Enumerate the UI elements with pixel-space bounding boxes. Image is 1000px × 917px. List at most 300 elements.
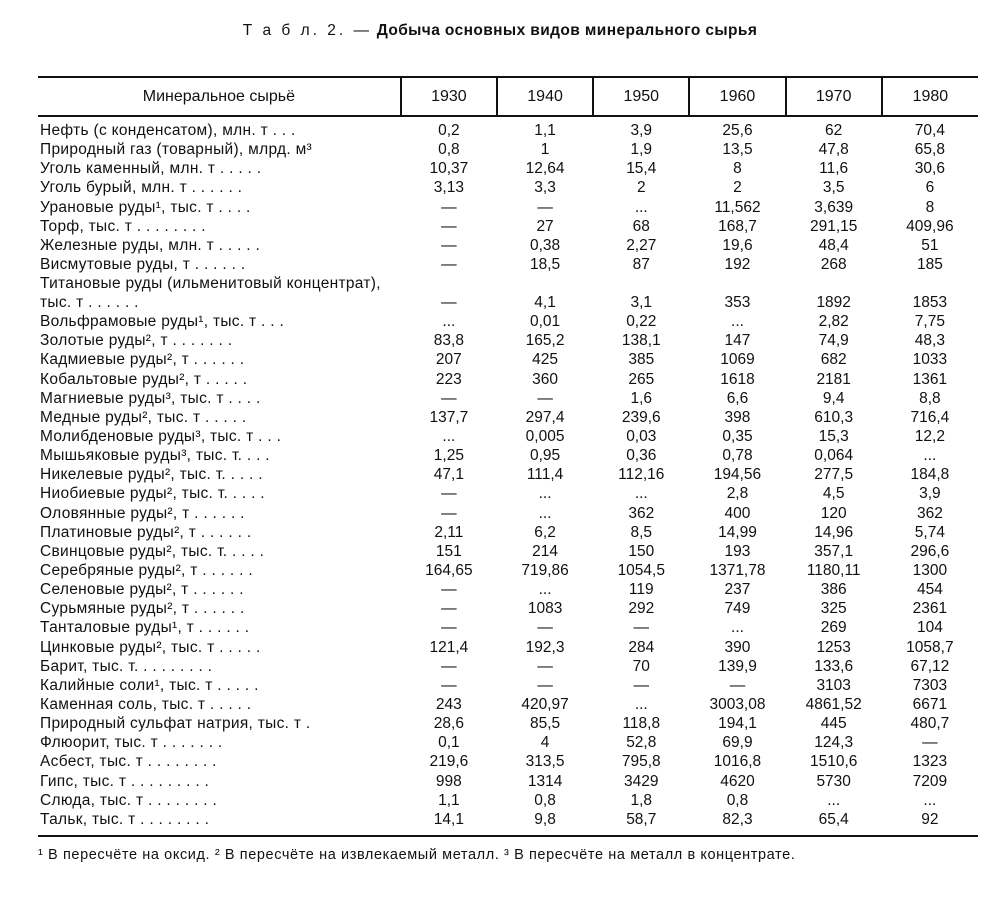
cell-value: 3,9 [630,122,653,140]
table-row [38,255,978,274]
cell-value: 214 [532,542,558,560]
cell-value: 237 [724,581,751,599]
cell-value: ... [923,447,937,465]
header-1940: 1940 [497,77,593,116]
cell-value: 18,5 [529,256,561,274]
table-row [38,350,978,369]
cell-value: 194,56 [713,466,762,484]
cell-value: — [537,676,553,694]
cell-value: 25,6 [722,122,753,140]
table-caption: Добыча основных видов минерального сырья [371,22,758,39]
cell-value: 398 [724,408,751,426]
cell-value: 268 [820,256,847,274]
cell-value: 277,5 [814,466,854,484]
table-row [38,370,978,389]
cell-value: 296,6 [910,542,950,560]
cell-value: — [441,581,457,599]
row-label: Медные руды², тыс. т . . . . . [40,408,247,426]
cell-value: 386 [820,581,847,599]
cell-value: 4,1 [534,294,556,312]
cell-value: 265 [628,370,655,388]
row-label: Уголь каменный, млн. т . . . . . [40,160,262,178]
cell-value: 425 [532,351,558,369]
cell-value: 119 [628,581,654,599]
row-label: Сурьмяные руды², т . . . . . . [40,600,245,618]
cell-value: 1083 [527,600,563,618]
cell-value: 2,8 [726,485,749,503]
cell-value: 121,4 [429,638,469,656]
cell-value: 11,562 [714,198,761,216]
cell-value: 1058,7 [906,638,954,656]
cell-value: 480,7 [910,715,950,733]
cell-value: — [441,619,457,637]
cell-value: 6 [925,179,935,197]
table-row [38,657,978,676]
cell-value: 716,4 [910,408,950,426]
cell-value: 998 [435,772,462,790]
cell-value: 48,3 [914,332,945,350]
cell-value: 7209 [912,772,948,790]
cell-value: 1371,78 [709,562,766,580]
table-row [38,408,978,427]
cell-value: 147 [724,332,751,350]
table-row [38,810,978,836]
cell-value: 85,5 [529,715,561,733]
header-1930: 1930 [401,77,497,116]
header-1960: 1960 [689,77,785,116]
cell-value: ... [442,313,456,331]
cell-value: 1,25 [433,447,464,465]
cell-value: 2 [636,179,646,197]
table-row [38,446,978,465]
cell-value: 14,1 [401,810,497,836]
table-row [38,638,978,657]
row-label: Молибденовые руды³, тыс. т . . . [40,428,282,446]
cell-value: 1,6 [630,389,653,407]
cell-value: 58,7 [593,810,689,836]
cell-value: 445 [820,715,847,733]
cell-value: 1180,11 [806,562,861,580]
cell-value: 207 [435,351,462,369]
cell-value: ... [634,198,648,216]
row-label: Мышьяковые руды³, тыс. т. . . . [40,447,270,465]
cell-value: 3429 [624,772,659,790]
cell-value: 5730 [816,772,851,790]
cell-value: 3,9 [919,485,941,503]
cell-value: 5,74 [914,523,945,541]
cell-value: 0,03 [626,428,657,446]
cell-value: 69,9 [722,734,753,752]
cell-value: 14,99 [718,523,757,541]
cell-value: 87 [632,256,650,274]
cell-value: 133,6 [814,657,854,675]
table-row [38,695,978,714]
cell-value: — [441,198,457,216]
cell-value: 313,5 [525,753,565,771]
cell-value: ... [538,485,552,503]
cell-value: 30,6 [914,160,945,178]
cell-value: 682 [820,351,847,369]
cell-value: 292 [628,600,655,618]
cell-value: 150 [628,542,655,560]
table-row [38,580,978,599]
table-row [38,198,978,217]
footnote: ¹ В пересчёте на оксид. ² В пересчёте на извлекаемый металл. ³ В пересчёте на металл в концентрате. [38,847,796,863]
cell-value: 610,3 [814,408,854,426]
cell-value: ... [731,313,744,331]
cell-value: 0,38 [529,236,561,254]
row-label: Торф, тыс. т . . . . . . . . [40,217,206,235]
cell-value: ... [634,485,648,503]
table-row [38,236,978,255]
cell-value: 1033 [912,351,948,369]
cell-value: 1,1 [438,791,460,809]
row-label: Титановые руды (ильменитовый концентрат), тыс. т . . . . . . [40,275,381,312]
cell-value: 138,1 [621,332,661,350]
cell-value: — [633,676,650,694]
cell-value: — [537,619,553,637]
cell-value: 2,27 [626,236,657,254]
table-row [38,116,978,140]
cell-value: 409,96 [906,217,954,235]
cell-value: 70,4 [914,122,945,140]
cell-value: 362 [916,504,943,522]
table-row [38,217,978,236]
cell-value: 1618 [720,370,755,388]
row-label: Вольфрамовые руды¹, тыс. т . . . [40,313,285,331]
cell-value: — [441,294,457,312]
table-row [38,427,978,446]
cell-value: 15,4 [626,160,657,178]
cell-value: 291,15 [809,217,858,235]
table-row [38,178,978,197]
cell-value: 3,639 [814,198,854,216]
cell-value: 0,8 [438,141,460,159]
row-label: Кобальтовые руды², т . . . . . [40,370,248,388]
table-row [38,465,978,484]
cell-value: 111,4 [526,466,564,484]
cell-value: 6,2 [534,523,556,541]
cell-value: 192 [724,256,751,274]
cell-value: 357,1 [814,542,854,560]
cell-value: 4,5 [822,485,845,503]
cell-value: — [537,389,553,407]
cell-value: 1 [540,141,550,159]
cell-value: 19,6 [722,236,753,254]
cell-value: 0,1 [438,734,460,752]
row-label: Флюорит, тыс. т . . . . . . . [40,734,223,752]
cell-value: 219,6 [429,753,469,771]
cell-value: 9,8 [497,810,593,836]
cell-value: 239,6 [621,408,661,426]
header-1950: 1950 [593,77,689,116]
cell-value: 2,11 [434,523,464,541]
cell-value: — [633,619,650,637]
cell-value: 1892 [816,294,851,312]
cell-value: 185 [916,256,943,274]
row-label: Платиновые руды², т . . . . . . [40,523,252,541]
cell-value: 4 [540,734,550,752]
cell-value: 14,96 [814,523,854,541]
cell-value: 223 [435,370,462,388]
cell-value: 3,3 [534,179,556,197]
cell-value: 193 [724,542,751,560]
cell-value: 284 [628,638,655,656]
cell-value: 82,3 [689,810,785,836]
row-label: Висмутовые руды, т . . . . . . [40,256,246,274]
row-label: Оловянные руды², т . . . . . . [40,504,245,522]
cell-value: 12,64 [525,160,565,178]
cell-value: 8 [925,198,935,216]
cell-value: 719,86 [521,562,569,580]
cell-value: 1,9 [630,141,653,159]
cell-value: 1253 [816,638,851,656]
cell-value: 12,2 [914,428,945,446]
cell-value: 51 [921,236,939,254]
row-label: Кадмиевые руды², т . . . . . . [40,351,245,369]
cell-value: 52,8 [626,734,657,752]
row-label: Железные руды, млн. т . . . . . [40,236,261,254]
cell-value: 362 [628,504,655,522]
row-label: Калийные соли¹, тыс. т . . . . . [40,676,259,694]
cell-value: 74,9 [818,332,849,350]
cell-value: 9,4 [822,389,845,407]
cell-value: 269 [820,619,847,637]
cell-value: — [441,485,457,503]
table-row [38,159,978,178]
header-mineral: Минеральное сырьё [38,77,401,116]
cell-value: 92 [882,810,978,836]
cell-value: 454 [916,581,943,599]
cell-value: 0,2 [438,122,460,140]
cell-value: 168,7 [718,217,757,235]
row-label: Ниобиевые руды², тыс. т. . . . . [40,485,265,503]
cell-value: 7303 [912,676,948,694]
cell-value: 1314 [527,772,563,790]
row-label: Уголь бурый, млн. т . . . . . . [40,179,243,197]
cell-value: — [441,256,457,274]
cell-value: 1069 [720,351,755,369]
cell-value: 13,5 [722,141,753,159]
table-row [38,561,978,580]
cell-value: 67,12 [910,657,950,675]
table-number: Т а б л. 2. — [242,22,372,39]
cell-value: ... [538,581,552,599]
cell-value: 15,3 [818,428,849,446]
table-row [38,599,978,618]
cell-value: 795,8 [621,753,661,771]
cell-value: 0,005 [525,428,565,446]
cell-value: 4620 [720,772,755,790]
row-label: Барит, тыс. т. . . . . . . . . [40,657,213,675]
cell-value: 0,01 [529,313,561,331]
cell-value: 1,1 [534,122,556,140]
minerals-table [38,76,978,837]
cell-value: 68 [632,217,650,235]
cell-value: 0,064 [814,447,854,465]
cell-value: 353 [724,294,751,312]
cell-value: 65,8 [914,141,945,159]
row-label: Слюда, тыс. т . . . . . . . . [40,791,218,809]
row-label: Серебряные руды², т . . . . . . [40,562,253,580]
cell-value: 3,1 [630,294,653,312]
cell-value: 1361 [912,370,948,388]
table-row [38,772,978,791]
row-label: Танталовые руды¹, т . . . . . . [40,619,250,637]
cell-value: — [537,198,553,216]
row-label: Каменная соль, тыс. т . . . . . [40,696,252,713]
table-row [38,312,978,331]
table-row [38,676,978,695]
row-label: Природный газ (товарный), млрд. м³ [40,141,312,159]
row-label: Природный сульфат натрия, тыс. т . [40,715,311,733]
cell-value: 420,97 [521,696,569,713]
cell-value: — [441,657,457,675]
row-label: Свинцовые руды², тыс. т. . . . . [40,542,265,560]
cell-value: 2,82 [818,313,849,331]
cell-value: 3,13 [433,179,464,197]
table-row [38,714,978,733]
cell-value: 0,8 [726,791,749,809]
cell-value: — [537,657,553,675]
cell-value: ... [538,504,552,522]
table-row [38,752,978,771]
header-1980: 1980 [882,77,978,116]
cell-value: 325 [820,600,847,618]
cell-value: 1300 [912,562,948,580]
cell-value: 243 [435,696,462,713]
header-1970: 1970 [786,77,882,116]
cell-value: 8,8 [919,389,941,407]
cell-value: ... [634,696,648,713]
cell-value: 70 [632,657,650,675]
table-row [38,542,978,561]
cell-value: 112,16 [618,466,665,484]
cell-value: 47,8 [818,141,849,159]
cell-value: 2181 [816,370,851,388]
table-row [38,791,978,810]
cell-value: 28,6 [433,715,464,733]
cell-value: 1510,6 [809,753,858,771]
cell-value: 10,37 [429,160,469,178]
cell-value: 749 [724,600,751,618]
row-label: Цинковые руды², тыс. т . . . . . [40,638,261,656]
cell-value: 151 [435,542,462,560]
cell-value: 192,3 [525,638,565,656]
cell-value: — [922,734,938,752]
cell-value: 2361 [912,600,948,618]
cell-value: 104 [916,619,943,637]
cell-value: 1,8 [630,791,653,809]
cell-value: 65,4 [786,810,882,836]
cell-value: 0,78 [722,447,753,465]
cell-value: 124,3 [814,734,854,752]
row-label: Урановые руды¹, тыс. т . . . . [40,198,251,216]
row-label: Никелевые руды², тыс. т. . . . . [40,466,263,484]
table-row [38,733,978,752]
cell-value: 184,8 [910,466,950,484]
table-row [38,504,978,523]
cell-value: — [441,236,457,254]
table-row [38,618,978,637]
cell-value: 1323 [912,753,948,771]
cell-value: 6,6 [726,389,749,407]
row-label: Селеновые руды², т . . . . . . [40,581,244,599]
cell-value: — [441,600,457,618]
table-row [38,523,978,542]
table-row [38,140,978,159]
table-row [38,331,978,350]
table-row [38,274,978,312]
cell-value: 385 [628,351,655,369]
table-body [38,116,978,836]
table-row [38,389,978,408]
cell-value: 139,9 [718,657,757,675]
cell-value: ... [923,791,937,809]
cell-value: 3003,08 [709,696,766,713]
cell-value: 62 [825,122,843,140]
cell-value: 11,6 [819,160,849,178]
cell-value: 0,22 [626,313,657,331]
cell-value: — [441,504,457,522]
cell-value: — [441,217,457,235]
cell-value: 48,4 [818,236,849,254]
header-row [38,77,978,116]
row-label: Тальк, тыс. т . . . . . . . . [38,810,401,836]
cell-value: 7,75 [914,313,945,331]
cell-value: 1853 [912,294,948,312]
row-label: Золотые руды², т . . . . . . . [40,332,233,350]
cell-value: ... [731,619,744,637]
cell-value: 6671 [912,696,948,713]
cell-value: 120 [820,504,847,522]
cell-value: 1016,8 [713,753,762,771]
cell-value: 0,35 [722,428,753,446]
cell-value: 297,4 [525,408,565,426]
cell-value: 4861,52 [805,696,862,713]
row-label: Магниевые руды³, тыс. т . . . . [40,389,261,407]
cell-value: 83,8 [433,332,464,350]
row-label: Нефть (с конденсатом), млн. т . . . [40,122,296,140]
cell-value: 3,5 [822,179,845,197]
cell-value: ... [442,428,456,446]
cell-value: 0,8 [534,791,556,809]
cell-value: 400 [724,504,751,522]
cell-value: 137,7 [429,408,469,426]
table-row [38,484,978,503]
cell-value: 47,1 [433,466,464,484]
cell-value: 0,95 [529,447,561,465]
cell-value: 1054,5 [617,562,665,580]
cell-value: 118,8 [622,715,661,733]
table-title [0,22,1000,40]
cell-value: 8,5 [630,523,653,541]
cell-value: 194,1 [718,715,757,733]
cell-value: ... [827,791,841,809]
cell-value: — [441,389,457,407]
cell-value: 8 [733,160,742,178]
cell-value: 164,65 [425,562,473,580]
cell-value: 390 [724,638,751,656]
cell-value: 360 [532,370,558,388]
cell-value: — [441,676,457,694]
cell-value: 2 [733,179,742,197]
cell-value: 0,36 [626,447,657,465]
row-label: Гипс, тыс. т . . . . . . . . . [40,772,210,790]
cell-value: 165,2 [525,332,565,350]
row-label: Асбест, тыс. т . . . . . . . . [40,753,217,771]
cell-value: 3103 [816,676,851,694]
